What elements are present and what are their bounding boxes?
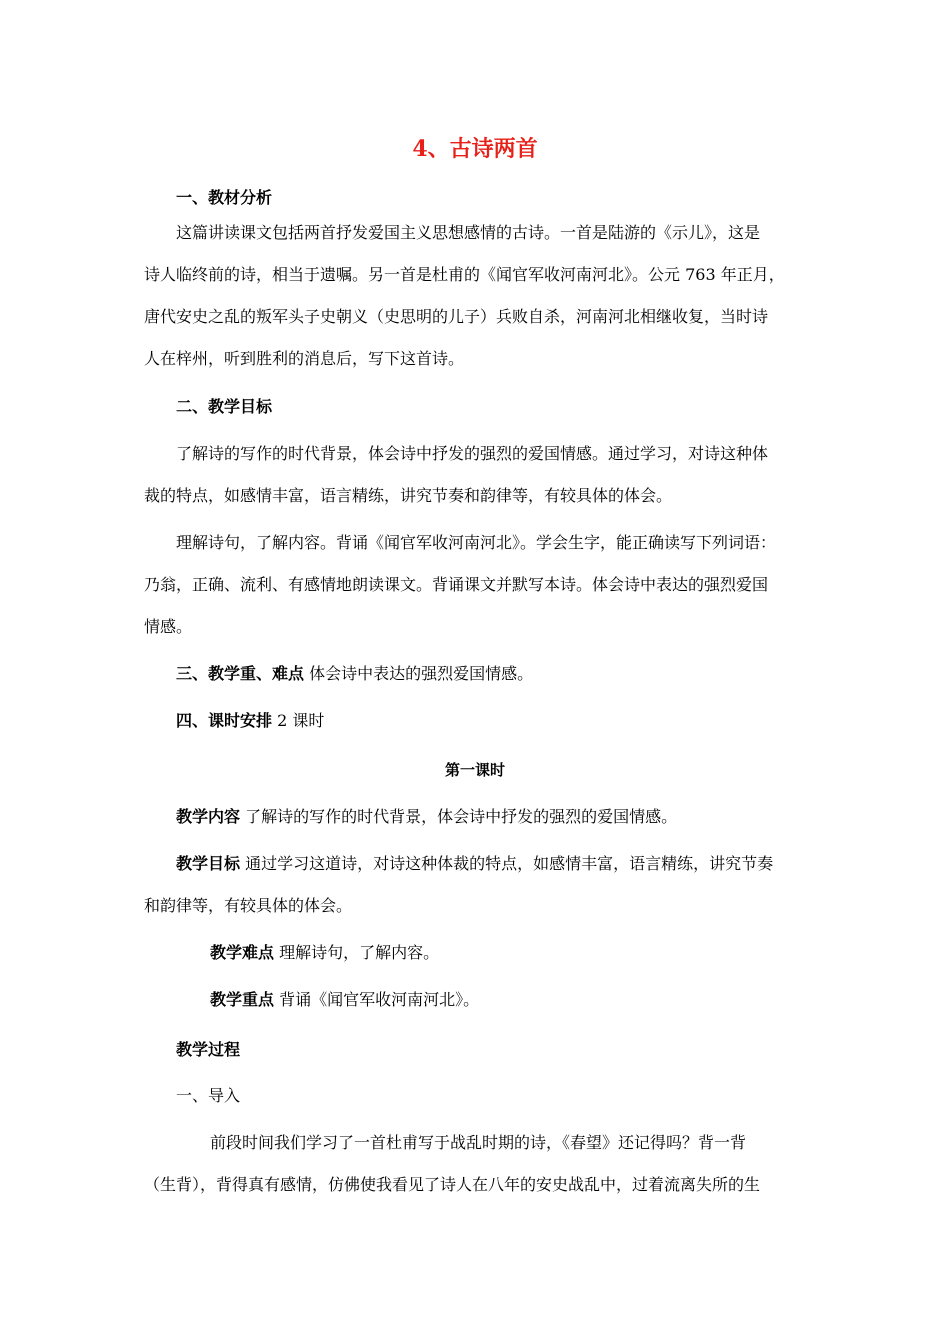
section-heading-schedule: 四、课时安排 xyxy=(176,711,273,730)
paragraph-line: 裁的特点，如感情丰富，语言精练，讲究节奏和韵律等，有较具体的体会。 xyxy=(144,486,673,505)
paragraph-line: 前段时间我们学习了一首杜甫写于战乱时期的诗，《春望》还记得吗？背一背 xyxy=(210,1133,747,1152)
section-key-difficulty xyxy=(176,662,856,686)
label-difficulty: 教学难点 xyxy=(210,943,275,962)
paragraph-line: 和韵律等，有较具体的体会。 xyxy=(144,896,353,915)
lesson-difficulty xyxy=(210,941,890,965)
process-heading: 教学过程 xyxy=(176,1040,241,1059)
lesson-key xyxy=(210,988,890,1012)
paragraph-line: 情感。 xyxy=(144,617,193,636)
label-content: 教学内容 xyxy=(176,807,241,826)
paragraph-line: 理解诗句，了解内容。背诵《闻官军收河南河北》。学会生字，能正确读写下列词语： xyxy=(176,533,777,552)
section-heading-material-analysis: 一、教材分析 xyxy=(176,188,273,207)
section-schedule xyxy=(176,709,856,733)
label-goal: 教学目标 xyxy=(176,854,241,873)
section-heading-teaching-goals: 二、教学目标 xyxy=(176,397,273,416)
paragraph-line: （生背），背得真有感情，仿佛使我看见了诗人在八年的安史战乱中，过着流离失所的生 xyxy=(144,1175,761,1194)
doc-title: 4、古诗两首 xyxy=(412,136,538,162)
lesson-heading: 第一课时 xyxy=(444,761,505,779)
lesson-content xyxy=(176,805,856,829)
difficulty-text: 理解诗句，了解内容。 xyxy=(274,943,440,962)
paragraph-line: 唐代安史之乱的叛军头子史朝义（史思明的儿子）兵败自杀，河南河北相继收复，当时诗 xyxy=(144,307,769,326)
paragraph-line: 了解诗的写作的时代背景，体会诗中抒发的强烈的爱国情感。通过学习，对诗这种体 xyxy=(176,444,769,463)
content-text: 了解诗的写作的时代背景，体会诗中抒发的强烈的爱国情感。 xyxy=(240,807,678,826)
label-key: 教学重点 xyxy=(210,990,275,1009)
section-text: 体会诗中表达的强烈爱国情感。 xyxy=(304,664,534,683)
intro-heading: 一、导入 xyxy=(176,1086,241,1105)
section-text: 2 课时 xyxy=(272,711,325,730)
paragraph-line: 诗人临终前的诗，相当于遗嘱。另一首是杜甫的《闻官军收河南河北》。公元 763 年正月， xyxy=(144,265,785,284)
lesson-goal xyxy=(176,852,856,876)
paragraph-line: 人在梓州，听到胜利的消息后，写下这首诗。 xyxy=(144,349,465,368)
key-text: 背诵《闻官军收河南河北》。 xyxy=(274,990,480,1009)
paragraph-line: 乃翁，正确、流利、有感情地朗读课文。背诵课文并默写本诗。体会诗中表达的强烈爱国 xyxy=(144,575,769,594)
paragraph-line: 这篇讲读课文包括两首抒发爱国主义思想感情的古诗。一首是陆游的《示儿》，这是 xyxy=(176,223,761,242)
goal-text: 通过学习这道诗，对诗这种体裁的特点，如感情丰富，语言精练，讲究节奏 xyxy=(240,854,774,873)
section-heading-key-difficulty: 三、教学重、难点 xyxy=(176,664,305,683)
